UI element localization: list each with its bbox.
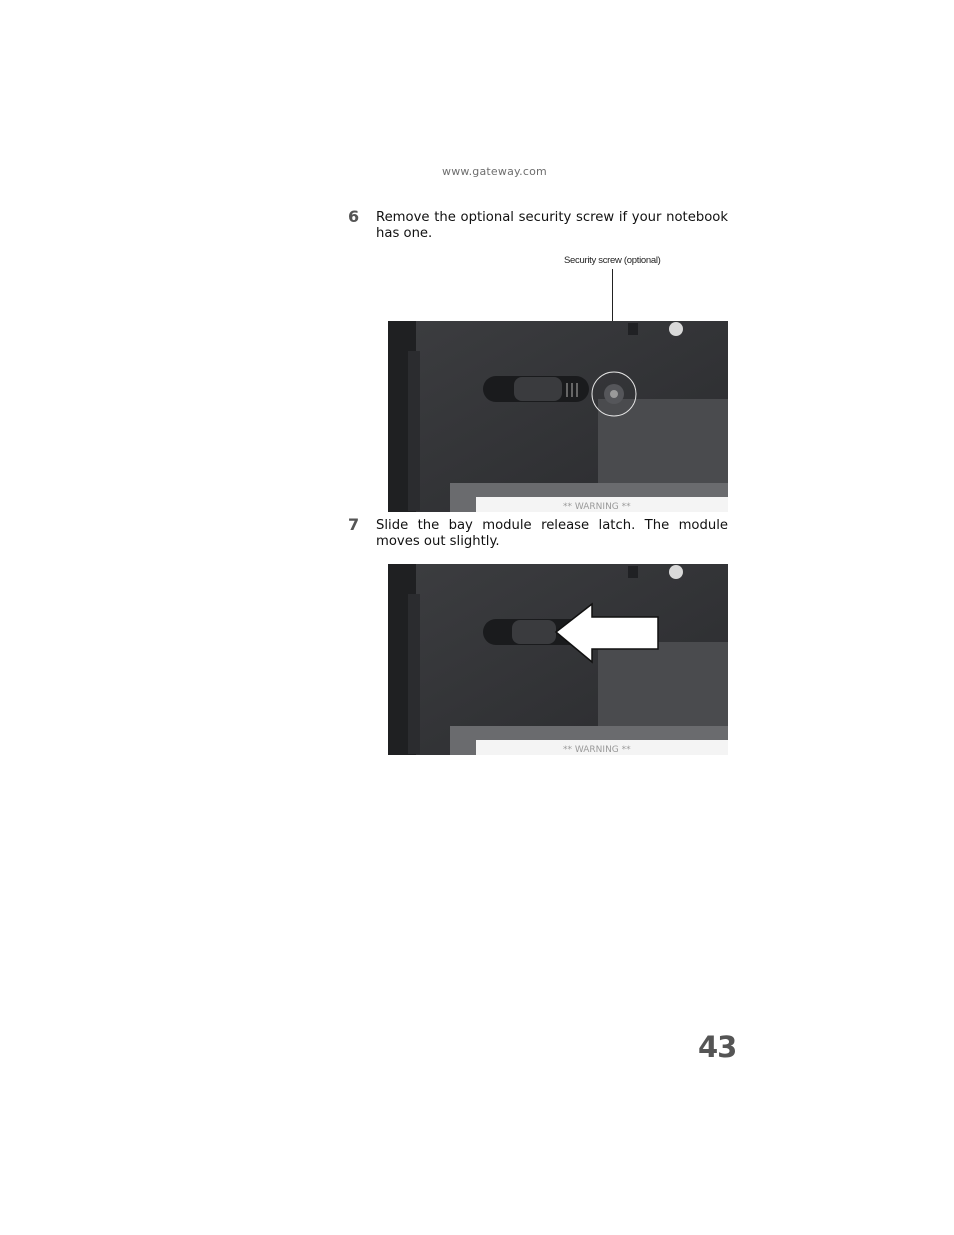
figure-security-screw-photo [388, 321, 728, 512]
security-screw-callout: Security screw (optional) [564, 255, 661, 266]
header-url: www.gateway.com [442, 165, 547, 178]
step-number: 7 [348, 515, 360, 534]
step-number: 6 [348, 207, 360, 226]
step-text: Remove the optional security screw if your notebook has one. [376, 210, 728, 241]
figure-release-latch-photo [388, 564, 728, 755]
page-number: 43 [698, 1030, 737, 1064]
warning-label: ** WARNING ** [563, 745, 631, 755]
warning-label: ** WARNING ** [563, 502, 631, 512]
step-text: Slide the bay module release latch. The module moves out slightly. [376, 518, 728, 549]
